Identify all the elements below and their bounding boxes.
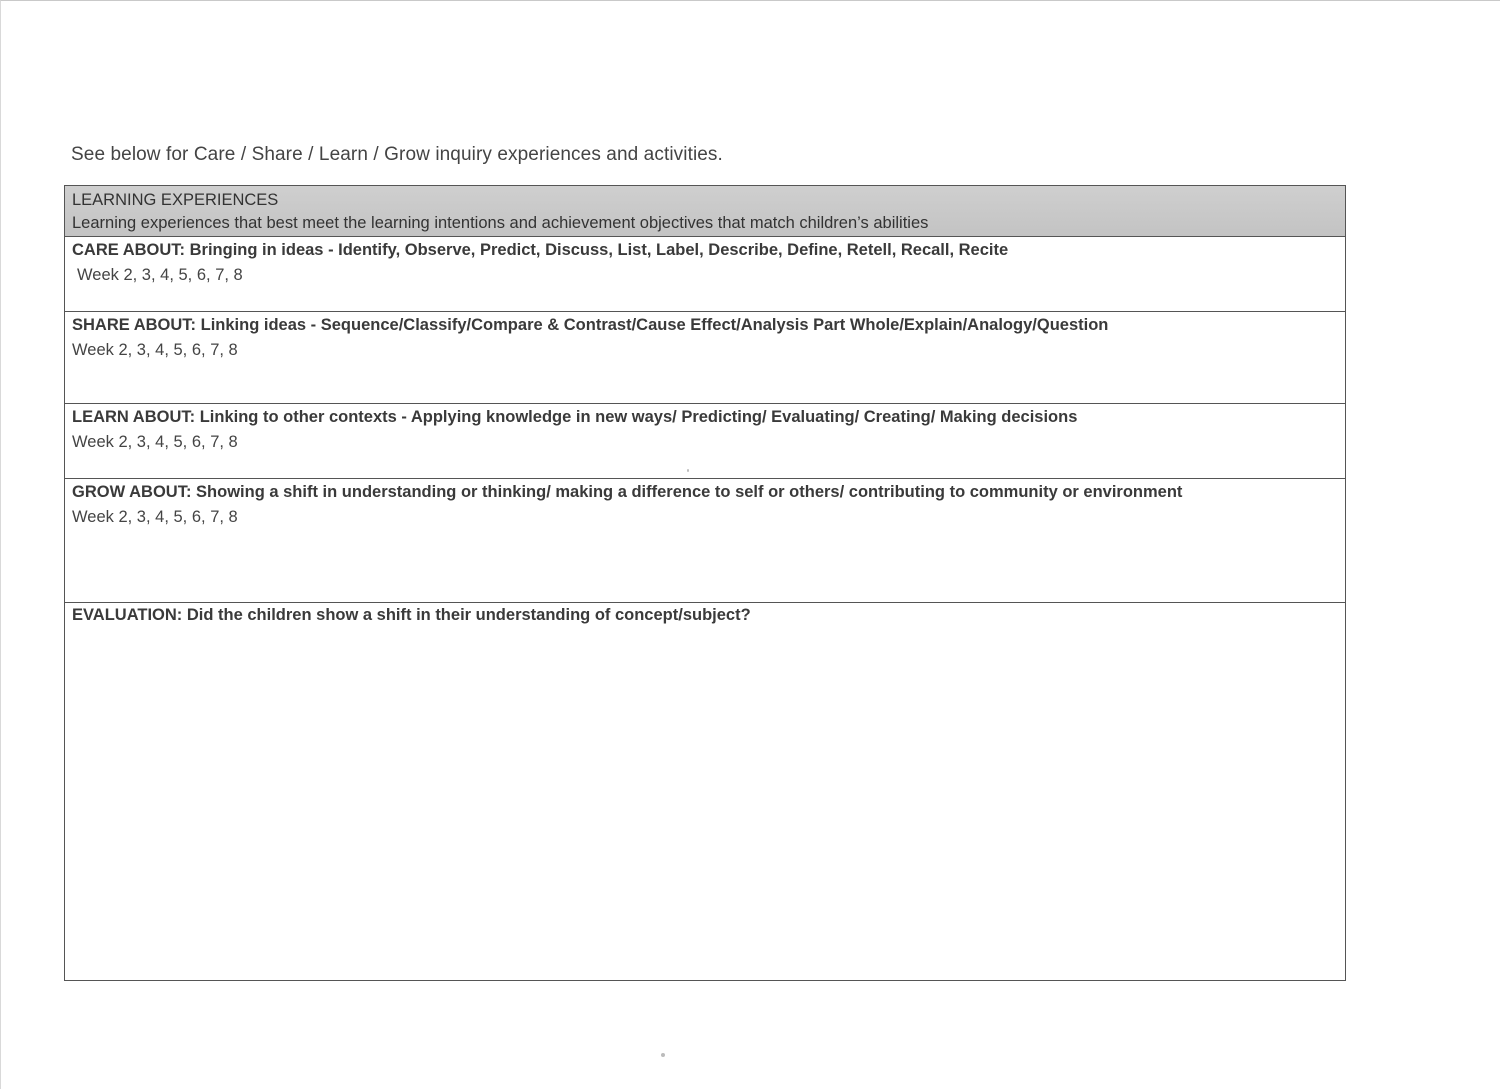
grow-about-row bbox=[65, 479, 1345, 603]
learn-about-weeks: Week 2, 3, 4, 5, 6, 7, 8 bbox=[72, 433, 238, 451]
care-about-weeks: Week 2, 3, 4, 5, 6, 7, 8 bbox=[77, 266, 243, 284]
table-header-subtitle: Learning experiences that best meet the learning intentions and achievement objectives that match children’s abilities bbox=[72, 214, 929, 232]
share-about-label: SHARE ABOUT: Linking ideas - Sequence/Classify/Compare & Contrast/Cause Effect/Analysis Part Whole/Explain/Analogy/Question bbox=[72, 316, 1109, 334]
intro-text: See below for Care / Share / Learn / Grow inquiry experiences and activities. bbox=[71, 144, 723, 165]
evaluation-label: EVALUATION: Did the children show a shift in their understanding of concept/subject? bbox=[72, 606, 751, 624]
table-header-title: LEARNING EXPERIENCES bbox=[72, 191, 279, 209]
scan-speck bbox=[661, 1053, 665, 1057]
share-about-row bbox=[65, 312, 1345, 404]
learn-about-label: LEARN ABOUT: Linking to other contexts - Applying knowledge in new ways/ Predicting/ Evaluating/ Creating/ Making decisions bbox=[72, 408, 1078, 426]
care-about-row bbox=[65, 237, 1345, 312]
learn-about-row bbox=[65, 404, 1345, 479]
table-header bbox=[65, 186, 1345, 237]
grow-about-label: GROW ABOUT: Showing a shift in understanding or thinking/ making a difference to self or others/ contributing to community or environment bbox=[72, 483, 1183, 501]
grow-about-weeks: Week 2, 3, 4, 5, 6, 7, 8 bbox=[72, 508, 238, 526]
care-about-label: CARE ABOUT: Bringing in ideas - Identify, Observe, Predict, Discuss, List, Label, Describe, Define, Retell, Recall, Recite bbox=[72, 241, 1009, 259]
evaluation-row bbox=[65, 603, 1345, 981]
learning-experiences-table bbox=[64, 185, 1346, 981]
share-about-weeks: Week 2, 3, 4, 5, 6, 7, 8 bbox=[72, 341, 238, 359]
scan-speck bbox=[687, 469, 689, 472]
